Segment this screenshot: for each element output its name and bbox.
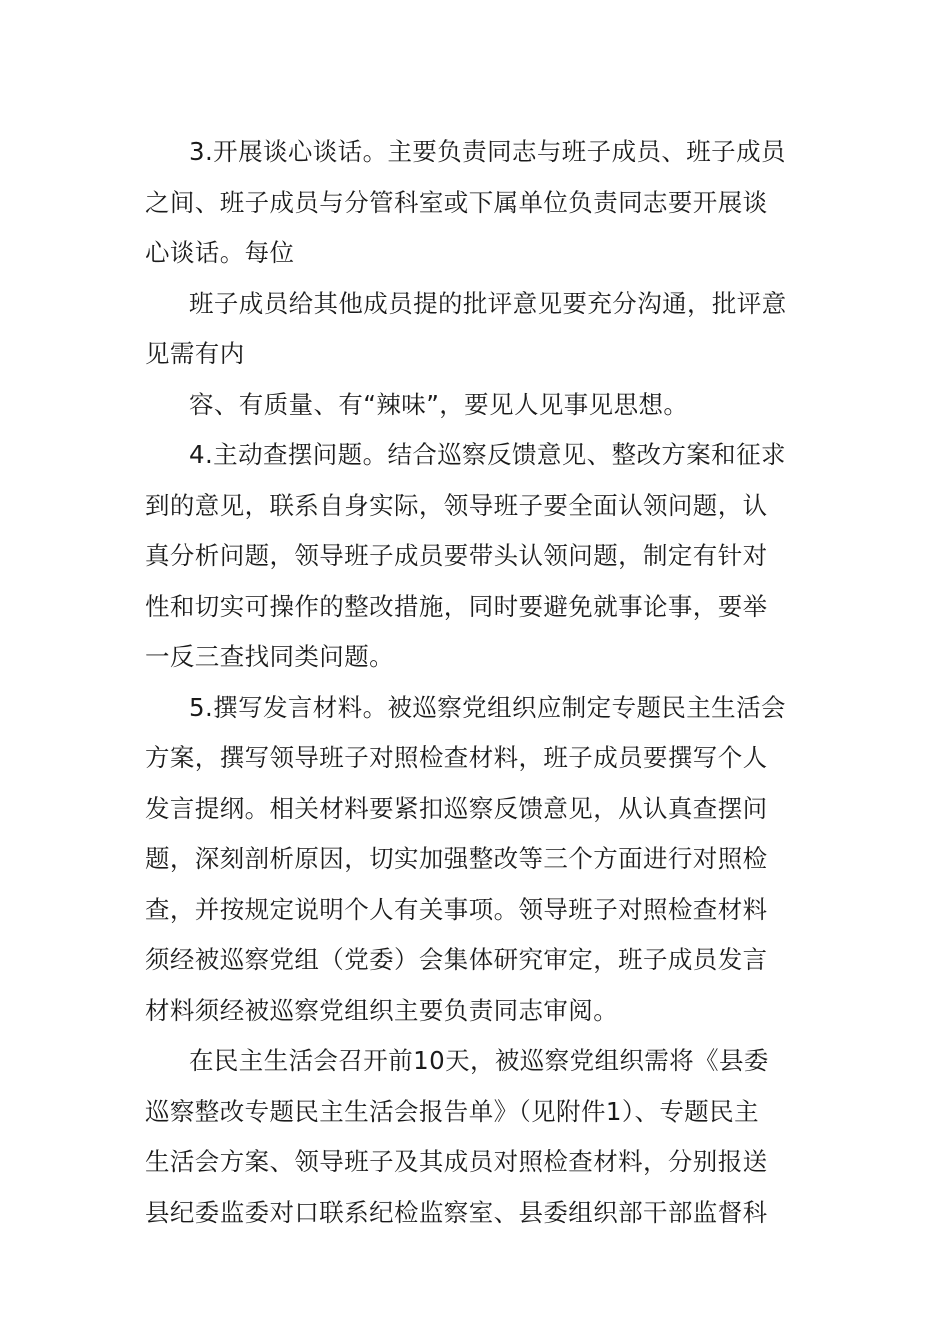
text-line: 班子成员给其他成员提的批评意见要充分沟通，批评意 bbox=[189, 288, 787, 318]
text-line: 性和切实可操作的整改措施，同时要避免就事论事，要举 bbox=[145, 591, 768, 621]
text-line: 真分析问题，领导班子成员要带头认领问题，制定有针对 bbox=[145, 541, 768, 570]
text-line: 之间、班子成员与分管科室或下属单位负责同志要开展谈 bbox=[145, 187, 768, 217]
text-line: 须经被巡察党组（党委）会集体研究审定，班子成员发言 bbox=[145, 945, 768, 974]
text-line: 4.主动查摆问题。结合巡察反馈意见、整改方案和征求 bbox=[189, 440, 786, 469]
text-line: 一反三查找同类问题。 bbox=[145, 642, 394, 671]
text-line: 材料须经被巡察党组织主要负责同志审阅。 bbox=[145, 995, 619, 1025]
text-line: 5.撰写发言材料。被巡察党组织应制定专题民主生活会 bbox=[189, 692, 786, 722]
text-line: 容、有质量、有“辣味”，要见人见事见思想。 bbox=[189, 389, 689, 419]
text-line: 查，并按规定说明个人有关事项。领导班子对照检查材料 bbox=[145, 894, 768, 924]
text-line: 巡察整改专题民主生活会报告单》（见附件1）、专题民主 bbox=[145, 1096, 759, 1126]
text-line: 县纪委监委对口联系纪检监察室、县委组织部干部监督科 bbox=[145, 1197, 768, 1227]
document-body bbox=[145, 127, 810, 1238]
text-line: 在民主生活会召开前10天，被巡察党组织需将《县委 bbox=[189, 1046, 769, 1075]
text-line: 发言提纲。相关材料要紧扣巡察反馈意见，从认真查摆问 bbox=[145, 793, 768, 823]
text-line: 生活会方案、领导班子及其成员对照检查材料，分别报送 bbox=[145, 1147, 768, 1176]
text-line: 3.开展谈心谈话。主要负责同志与班子成员、班子成员 bbox=[189, 137, 786, 166]
text-line: 题，深刻剖析原因，切实加强整改等三个方面进行对照检 bbox=[145, 844, 768, 873]
text-line: 见需有内 bbox=[145, 339, 245, 368]
text-line: 方案，撰写领导班子对照检查材料，班子成员要撰写个人 bbox=[145, 743, 768, 772]
text-line: 心谈话。每位 bbox=[145, 238, 295, 267]
text-line: 到的意见，联系自身实际，领导班子要全面认领问题，认 bbox=[145, 490, 768, 520]
